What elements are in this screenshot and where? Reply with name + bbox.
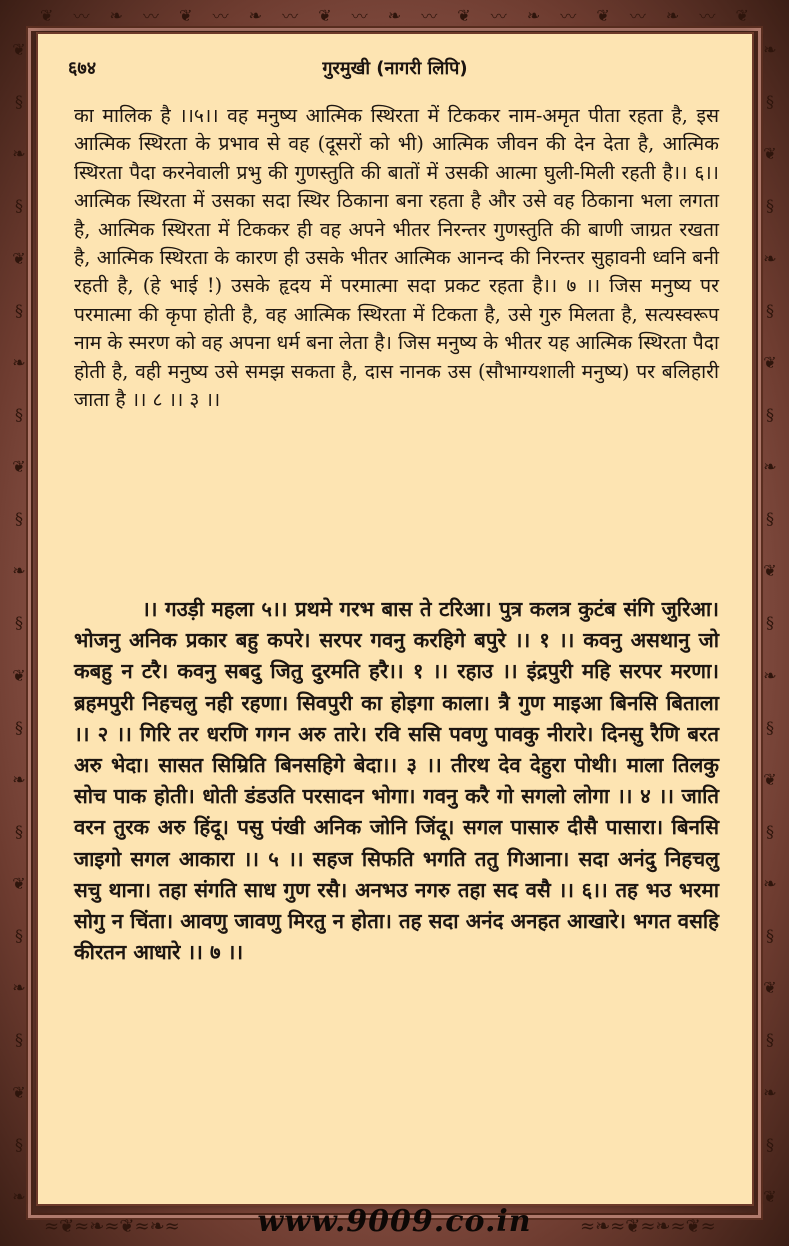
top-ornament-row: ❦ 〰 ❧ 〰 ❦ 〰 ❧ 〰 ❦ 〰 ❧ 〰 ❦ 〰 ❧ 〰 ❦ 〰 ❧ 〰 ❦ — [40, 5, 749, 26]
left-ornament-column: ❦ § ❧ § ❦ § ❧ § ❦ § ❧ § ❦ § ❧ § ❦ § ❧ § ❦ § ❧ — [12, 40, 26, 1206]
footer-ornament-left: ≈❦≈❧≈❦≈❧≈ — [44, 1216, 180, 1237]
verse-paragraph: ।। गउड़ी महला ५।। प्रथमे गरभ बास ते टरिआ। पुत्र कलत्र कुटंब संगि जुरिआ। भोजनु अनिक प्रकार बहु कपरे। सरपर गवनु करहिगे बपुरे ।। १ ।। कवनु असथानु जो कबहु न टरै। कवनु सबदु जितु दुरमति हरै।। १ ।। रहाउ ।। इंद्रपुरी महि सरपर मरणा। ब्रहमपुरी निहचलु नही रहणा। सिवपुरी का होइगा काला। त्रै गुण माइआ बिनसि बिताला ।। २ ।। गिरि तर धरणि गगन अरु तारे। रवि ससि पवणु पावकु नीरारे। दिनसु रैणि बरत अरु भेदा। सासत सिम्रिति बिनसहिगे बेदा।। ३ ।। तीरथ देव देहुरा पोथी। माला तिलकु सोच पाक होती। धोती डंडउति परसादन भोगा। गवनु करै गो सगलो लोगा ।। ४ ।। जाति वरन तुरक अरु हिंदू। पसु पंखी अनिक जोनि जिंदू। सगल पासारु दीसै पासारा। बिनसि जाइगो सगल आकारा ।। ५ ।। सहज सिफति भगति ततु गिआना। सदा अनंदु निहचलु सचु थाना। तहा संगति साध गुण रसै। अनभउ नगरु तहा सद वसै ।। ६।। तह भउ भरमा सोगु न चिंता। आवणु जावणु मिरतु न होता। तह सदा अनंद अनहत आखारे। भगत वसहि कीरतन आधारे ।। ७ ।। — [74, 597, 719, 965]
page-header — [68, 56, 722, 84]
footer-ornament-right: ≈❧≈❦≈❧≈❦≈ — [580, 1216, 716, 1237]
website-link[interactable]: www.9009.co.in — [257, 1204, 532, 1239]
scripture-page — [38, 34, 752, 1204]
right-ornament-column: ❧ § ❦ § ❧ § ❦ § ❧ § ❦ § ❧ § ❦ § ❧ § ❦ § ❧ § ❦ — [763, 40, 777, 1206]
page-number: ६७४ — [68, 58, 97, 79]
page-title: गुरमुखी (नागरी लिपि) — [322, 58, 468, 79]
commentary-paragraph: का मालिक है ।।५।। वह मनुष्य आत्मिक स्थिरता में टिककर नाम-अमृत पीता रहता है, इस आत्मिक स्थिरता के प्रभाव से वह (दूसरों को भी) आत्मिक जीवन की देन देता है, आत्मिक स्थिरता पैदा करनेवाली प्रभु की गुणस्तुति की बातों में उसकी आत्मा घुली-मिली रहती है।। ६।। आत्मिक स्थिरता में उसका सदा स्थिर ठिकाना बना रहता है और उसे वह ठिकाना भला लगता है, आत्मिक स्थिरता में टिककर ही वह अपने भीतर निरन्तर गुणस्तुति की बाणी जाग्रत रखता है, आत्मिक स्थिरता के कारण ही उसके भीतर आत्मिक आनन्द की निरन्तर सुहावनी ध्वनि बनी रहती है, (हे भाई !) उसके हृदय में परमात्मा सदा प्रकट रहता है।। ७ ।। जिस मनुष्य पर परमात्मा की कृपा होती है, वह आत्मिक स्थिरता में टिकता है, उसे गुरु मिलता है, सत्यस्वरूप नाम के स्मरण को वह अपना धर्म बना लेता है। जिस मनुष्य के भीतर यह आत्मिक स्थिरता पैदा होती है, वही मनुष्य उसे समझ सकता है, दास नानक उस (सौभाग्यशाली मनुष्य) पर बलिहारी जाता है ।। ८ ।। ३ ।। — [74, 104, 719, 412]
